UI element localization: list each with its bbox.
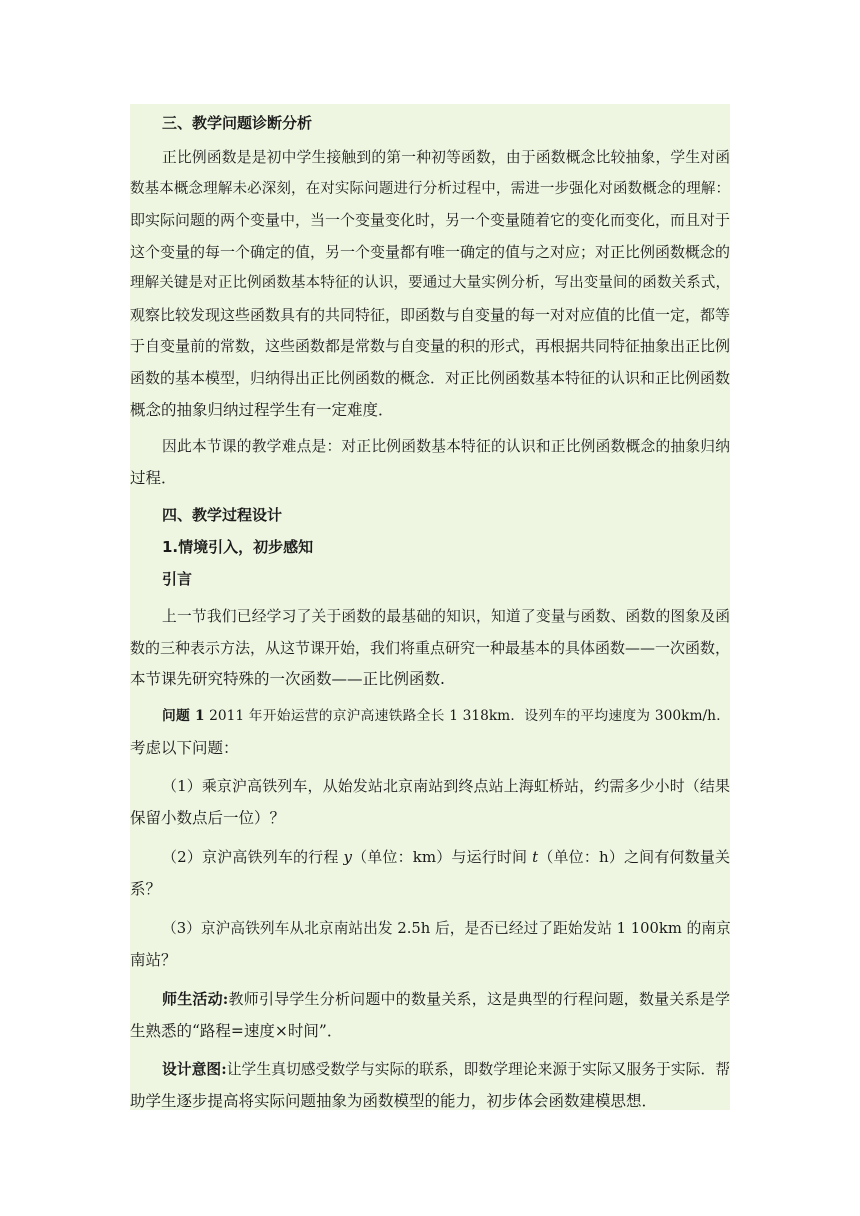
problem-1-line: [130, 701, 730, 733]
content-area: [130, 104, 730, 1110]
paragraph-line: 函数的基本模型，归纳得出正比例函数的概念．对正比例函数基本特征的认识和正比例函数: [130, 369, 731, 387]
section-3-heading: 三、教学问题诊断分析: [162, 114, 313, 132]
question-1-line: （1）乘京沪高铁列车，从始发站北京南站到终点站上海虹桥站，约需多少小时（结果: [162, 777, 730, 795]
variable-y: y: [343, 848, 352, 866]
question-2-line: 系？: [130, 880, 162, 898]
problem-1-line: 考虑以下问题：: [130, 739, 239, 757]
section-4-heading: 四、教学过程设计: [162, 506, 283, 524]
intro-line: 本节课先研究特殊的一次函数——正比例函数.: [130, 670, 445, 688]
subsection-1-heading: 1.情境引入，初步感知: [162, 538, 314, 556]
question-2-text: （单位：h）之间有何数量关: [538, 848, 730, 866]
activity-line: [130, 984, 730, 1016]
paragraph-line: 于自变量前的常数，这些函数都是常数与自变量的积的形式，再根据共同特征抽象出正比例: [130, 337, 731, 355]
paragraph-line: 理解关键是对正比例函数基本特征的认识，要通过大量实例分析，写出变量间的函数关系式，: [130, 275, 730, 291]
question-3-line: 南站？: [130, 951, 177, 969]
question-3-line: （3）京沪高铁列车从北京南站出发 2.5h 后，是否已经过了距始发站 1 100km 的南京: [162, 920, 731, 937]
problem-1-label: 问题 1: [162, 708, 205, 724]
activity-text: 教师引导学生分析问题中的数量关系，这是典型的行程问题，数量关系是学: [228, 990, 730, 1008]
problem-1-text: 2011 年开始运营的京沪高速铁路全长 1 318km．设列车的平均速度为 300km/h．: [204, 708, 730, 724]
question-2-line: [130, 842, 730, 874]
intro-line: 数的三种表示方法，从这节课开始，我们将重点研究一种最基本的具体函数——一次函数，: [130, 639, 731, 657]
activity-line: 生熟悉的“路程=速度×时间”．: [130, 1022, 343, 1040]
difficulty-line: 因此本节课的教学难点是：对正比例函数基本特征的认识和正比例函数概念的抽象归纳: [162, 438, 730, 455]
intro-label: 引言: [162, 570, 193, 588]
design-line: 助学生逐步提高将实际问题抽象为函数模型的能力，初步体会函数建模思想．: [130, 1092, 658, 1110]
paragraph-line: 这个变量的每一个确定的值，另一个变量都有唯一确定的值与之对应；对正比例函数概念的: [130, 243, 731, 261]
intro-line: 上一节我们已经学习了关于函数的最基础的知识，知道了变量与函数、函数的图象及函: [162, 608, 730, 625]
paragraph-line: 即实际问题的两个变量中，当一个变量变化时，另一个变量随着它的变化而变化，而且对于: [130, 211, 731, 229]
paragraph-line: 正比例函数是是初中学生接触到的第一种初等函数，由于函数概念比较抽象，学生对函: [162, 149, 730, 166]
paragraph-line: 观察比较发现这些函数具有的共同特征，即函数与自变量的每一对对应值的比值一定，都等: [130, 306, 731, 324]
paragraph-line: 数基本概念理解未必深刻，在对实际问题进行分析过程中，需进一步强化对函数概念的理解：: [130, 181, 730, 197]
question-1-line: 保留小数点后一位）？: [130, 809, 286, 827]
question-2-text: （2）京沪高铁列车的行程: [162, 848, 344, 866]
design-label: 设计意图:: [162, 1061, 227, 1078]
difficulty-line: 过程．: [130, 469, 177, 487]
design-text: 让学生真切感受数学与实际的联系，即数学理论来源于实际又服务于实际．帮: [226, 1061, 731, 1078]
variable-t: t: [532, 848, 539, 866]
question-2-text: （单位：km）与运行时间: [351, 848, 533, 866]
paragraph-line: 概念的抽象归纳过程学生有一定难度．: [130, 401, 394, 419]
design-line: [130, 1054, 730, 1086]
activity-label: 师生活动:: [162, 990, 229, 1008]
